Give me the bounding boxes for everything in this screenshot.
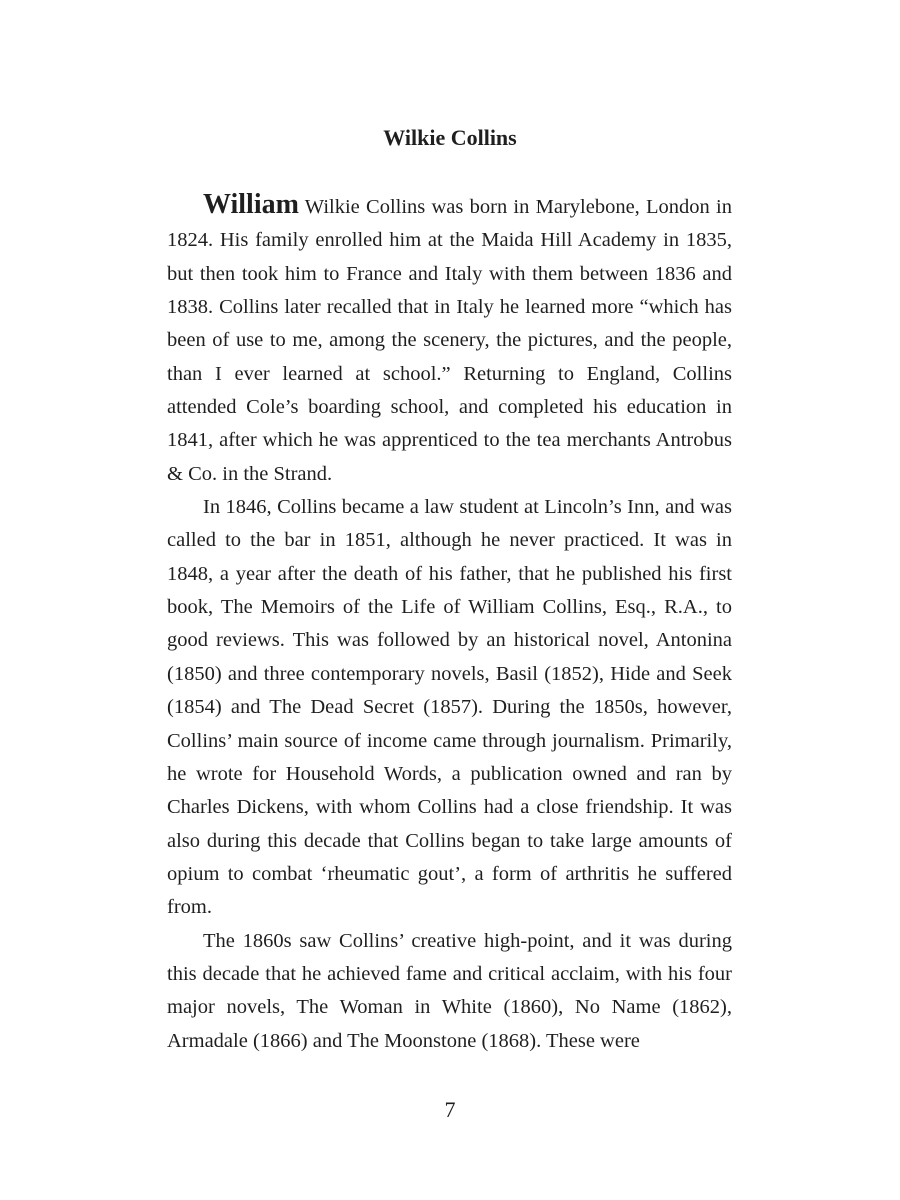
paragraph-3: The 1860s saw Collins’ creative high-point, and it was during this decade that he achieved fame and critical acclaim, with his four major novels, The Woman in White (1860), No Name (1862), Armadale (1866) and The Moonstone (1868). These were — [167, 929, 732, 1052]
chapter-title: Wilkie Collins — [383, 125, 517, 150]
paragraph-2: In 1846, Collins became a law student at Lincoln’s Inn, and was called to the bar in 1851, although he never practiced. It was in 1848, a year after the death of his father, that he published his first book, The Memoirs of the Life of William Collins, Esq., R.A., to good reviews. This was followed by an historical novel, Antonina (1850) and three contemporary novels, Basil (1852), Hide and Seek (1854) and The Dead Secret (1857). During the 1850s, however, Collins’ main source of income came through journalism. Primarily, he wrote for Household Words, a publication owned and ran by Charles Dickens, with whom Collins had a close friendship. It was also during this decade that Collins began to take large amounts of opium to combat ‘rheumatic gout’, a form of arthritis he suffered from. — [167, 496, 732, 919]
paragraph-1-text: Wilkie Collins was born in Marylebone, London in 1824. His family enrolled him at the Maida Hill Academy in 1835, but then took him to France and Italy with them between 1836 and 1838. Collins later recalled that in Italy he learned more “which has been of use to me, among the scenery, the pictures, and the people, than I ever learned at school.” Returning to England, Collins attended Cole’s boarding school, and completed his education in 1841, after which he was apprenticed to the tea merchants Antrobus & Co. in the Strand. — [167, 196, 732, 485]
body-text — [167, 188, 732, 1058]
lead-word: William — [203, 189, 299, 220]
paragraph-1 — [167, 188, 732, 491]
page-number: 7 — [444, 1097, 456, 1122]
